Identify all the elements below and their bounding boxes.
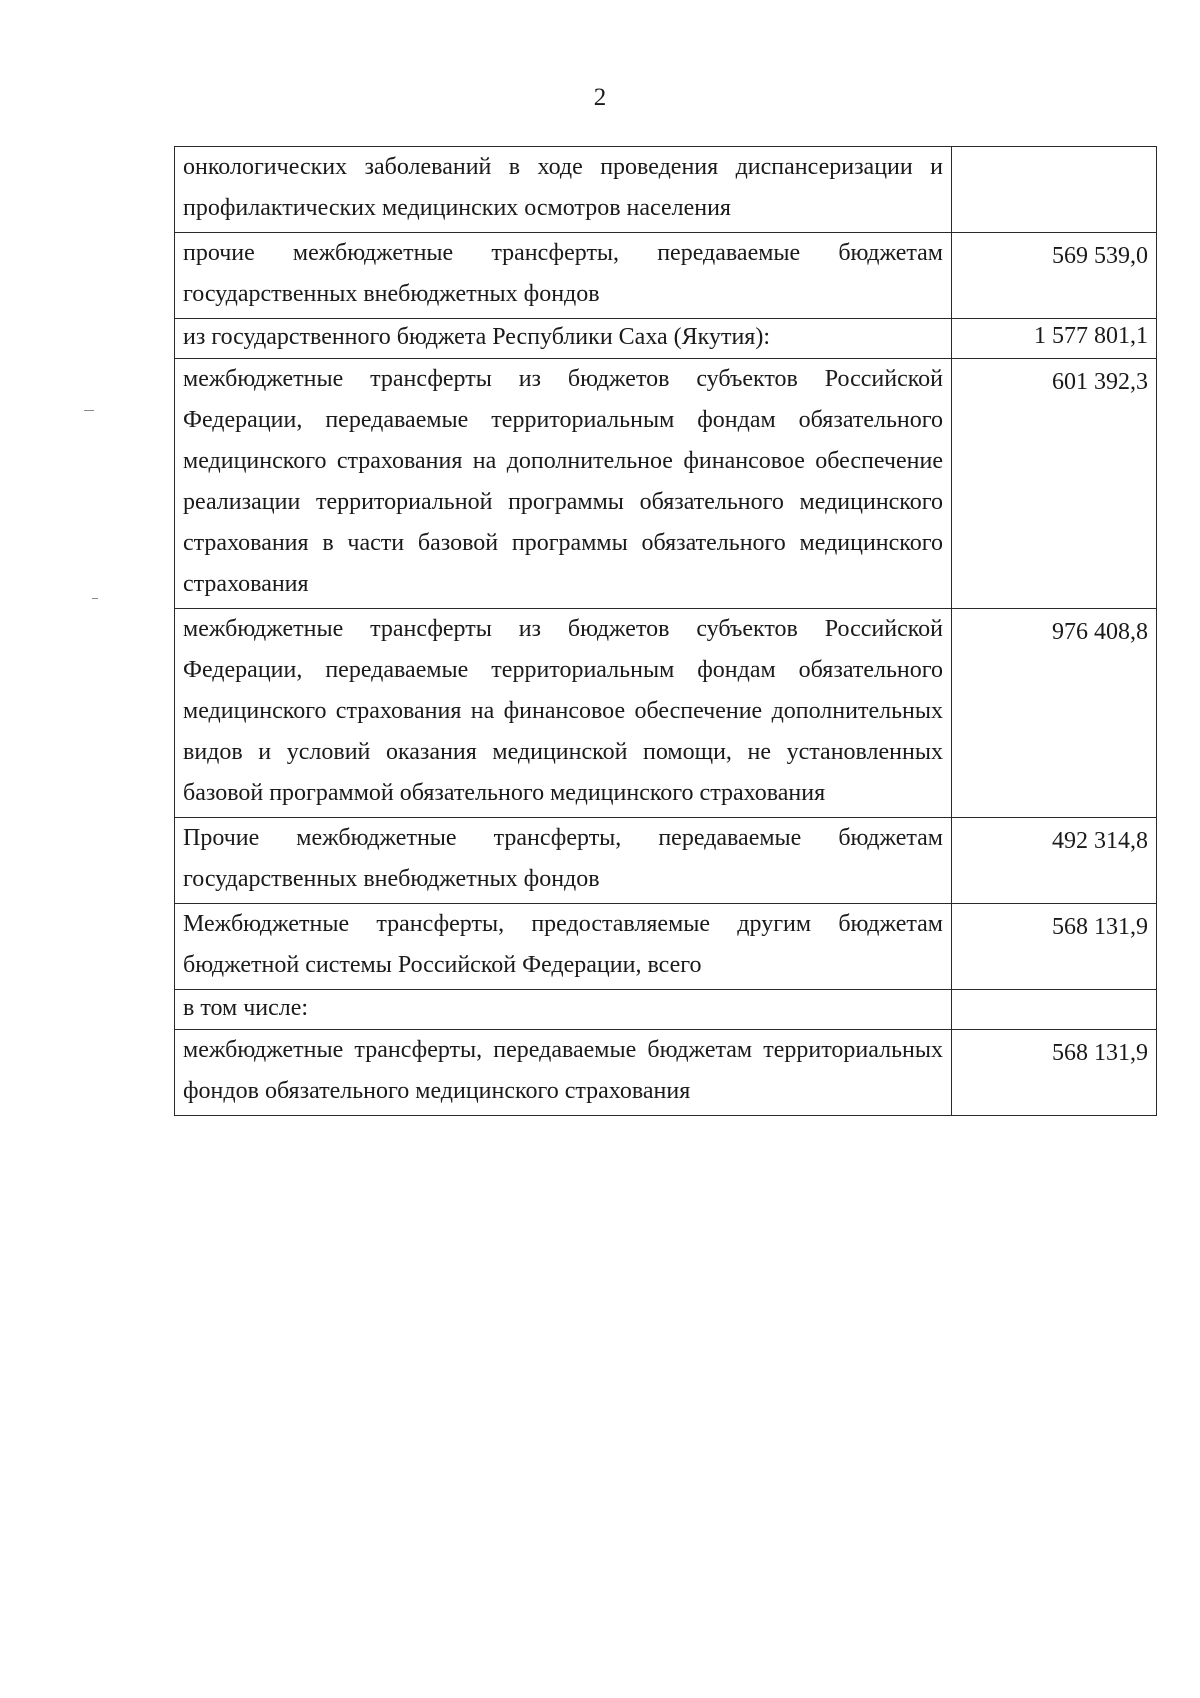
table-row [175,1030,1157,1116]
row-amount: 569 539,0 [952,233,1157,319]
row-description: межбюджетные трансферты из бюджетов субъектов Российской Федерации, передаваемые территориальным фондам обязательного медицинского страхования на дополнительное финансовое обеспечение реализации территориальной программы обязательного медицинского страхования в части базовой программы обязательного медицинского страхования [175,359,952,609]
table-row [175,990,1157,1030]
table-row [175,359,1157,609]
row-amount: 1 577 801,1 [952,319,1157,359]
scan-margin-mark [84,410,94,411]
table-row [175,319,1157,359]
row-amount: 601 392,3 [952,359,1157,609]
row-amount [952,147,1157,233]
page-number: 2 [593,84,607,111]
row-description: онкологических заболеваний в ходе проведения диспансеризации и профилактических медицинских осмотров населения [175,147,952,233]
row-amount: 568 131,9 [952,1030,1157,1116]
row-description: межбюджетные трансферты из бюджетов субъектов Российской Федерации, передаваемые территориальным фондам обязательного медицинского страхования на финансовое обеспечение дополнительных видов и условий оказания медицинской помощи, не установленных базовой программой обязательного медицинского страхования [175,609,952,818]
table-row [175,818,1157,904]
table-row [175,147,1157,233]
row-description: Прочие межбюджетные трансферты, передаваемые бюджетам государственных внебюджетных фондов [175,818,952,904]
row-description: из государственного бюджета Республики Саха (Якутия): [175,319,952,359]
row-description: в том числе: [175,990,952,1030]
row-amount [952,990,1157,1030]
row-amount: 492 314,8 [952,818,1157,904]
row-description: Межбюджетные трансферты, предоставляемые другим бюджетам бюджетной системы Российской Федерации, всего [175,904,952,990]
row-amount: 568 131,9 [952,904,1157,990]
row-description: межбюджетные трансферты, передаваемые бюджетам территориальных фондов обязательного медицинского страхования [175,1030,952,1116]
table-row [175,609,1157,818]
budget-transfers-table [174,146,1157,1116]
scan-margin-mark [92,598,98,599]
row-description: прочие межбюджетные трансферты, передаваемые бюджетам государственных внебюджетных фондов [175,233,952,319]
row-amount: 976 408,8 [952,609,1157,818]
table-row [175,233,1157,319]
table-row [175,904,1157,990]
